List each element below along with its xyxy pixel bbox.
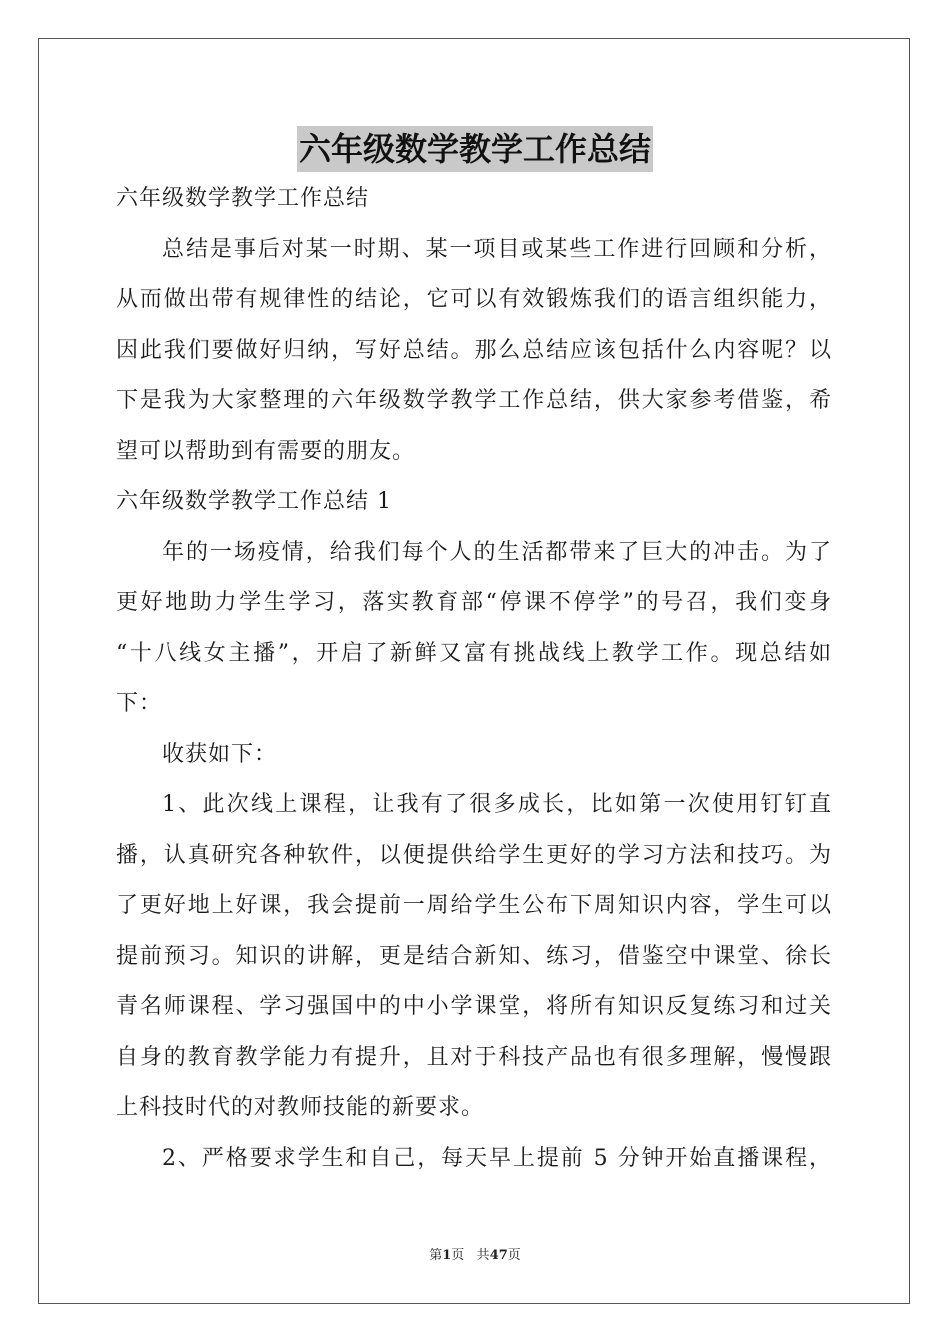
text-line: “十八线女主播”，开启了新鲜又富有挑战线上教学工作。现总结如 xyxy=(116,640,832,666)
text-line: 提前预习。知识的讲解，更是结合新知、练习，借鉴空中课堂、徐长 xyxy=(116,943,832,969)
title-container xyxy=(0,126,950,172)
text-line: 收获如下： xyxy=(162,741,278,767)
text-line: 下： xyxy=(116,691,163,716)
text-line: 从而做出带有规律性的结论，它可以有效锻炼我们的语言组织能力， xyxy=(116,287,832,312)
text-line: 总结是事后对某一时期、某一项目或某些工作进行回顾和分析， xyxy=(162,236,832,262)
footer-total-suffix: 页 xyxy=(507,1248,521,1263)
text-line: 播，认真研究各种软件，以便提供给学生更好的学习方法和技巧。为 xyxy=(116,842,832,868)
document-body xyxy=(116,174,832,1184)
text-line: 2、严格要求学生和自己，每天早上提前 5 分钟开始直播课程， xyxy=(162,1145,832,1171)
text-line: 上科技时代的对教师技能的新要求。 xyxy=(116,1095,485,1120)
text-line: 望可以帮助到有需要的朋友。 xyxy=(116,438,416,464)
text-line: 青名师课程、学习强国中的中小学课堂，将所有知识反复练习和过关 xyxy=(116,994,832,1019)
text-line: 六年级数学教学工作总结 1 xyxy=(116,489,392,514)
text-line: 六年级数学教学工作总结 xyxy=(116,186,370,211)
footer-page-number: 1 xyxy=(442,1248,452,1263)
text-line: 年的一场疫情，给我们每个人的生活都带来了巨大的冲击。为了 xyxy=(162,539,832,565)
text-line: 了更好地上好课，我会提前一周给学生公布下周知识内容，学生可以 xyxy=(116,893,832,918)
footer-prefix: 第 xyxy=(429,1248,443,1263)
footer-total-prefix: 共 xyxy=(476,1248,490,1263)
text-line: 自身的教育教学能力有提升，且对于科技产品也有很多理解，慢慢跟 xyxy=(116,1044,832,1070)
text-line: 下是我为大家整理的六年级数学教学工作总结，供大家参考借鉴，希 xyxy=(116,388,832,413)
document-title: 六年级数学教学工作总结 xyxy=(297,126,653,172)
text-line: 更好地助力学生学习，落实教育部“停课不停学”的号召，我们变身 xyxy=(116,590,832,615)
text-line: 1、此次线上课程，让我有了很多成长，比如第一次使用钉钉直 xyxy=(162,792,832,817)
text-line: 因此我们要做好归纳，写好总结。那么总结应该包括什么内容呢？以 xyxy=(116,337,832,363)
footer-page-suffix: 页 xyxy=(451,1248,465,1263)
footer-total-pages: 47 xyxy=(489,1248,508,1263)
page-footer xyxy=(0,1244,950,1263)
